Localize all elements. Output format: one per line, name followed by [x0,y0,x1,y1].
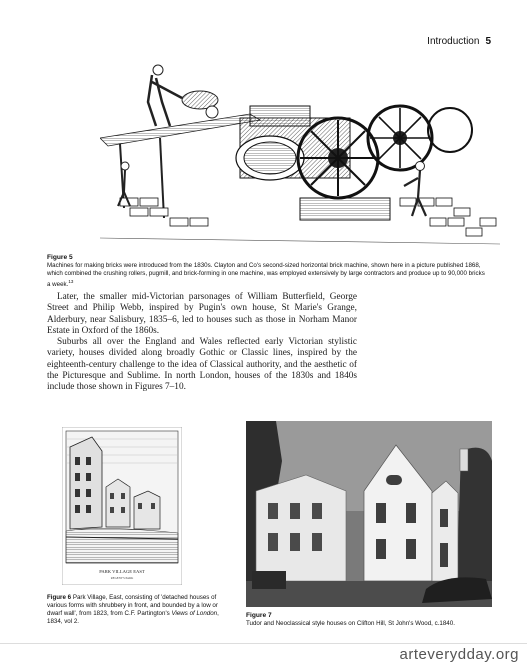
page-number: 5 [485,36,491,47]
watermark: arteverydday.org [0,643,527,666]
engraving-title: PARK VILLAGE EAST [99,569,145,574]
figure-6-caption-text: Park Village, East, consisting of 'detached houses of various forms with shrubbery in front, and bounded by a low or dwarf wall', from 1823, from C.F. Partington's [47,594,218,617]
figure-5-caption [47,254,487,289]
figure-7-caption [246,612,506,628]
paragraph: Suburbs all over the England and Wales reflected early Victorian stylistic variety, houses divided along broadly Gothic or Classic lines, inspired by the eighteenth-century challenge to the idea of Classical authority, and the aesthetic of the Picturesque and Sublime. In north London, houses of the 1830s and 1840s include those shown in Figures 7–10. [47,337,357,393]
engraving-subtitle: REGENT'S PARK [110,576,134,580]
figure-7-caption-text: Tudor and Neoclassical style houses on Clifton Hill, St John's Wood, c.1840. [246,620,455,627]
figure-6-label: Figure 6 [47,594,72,601]
section-title: Introduction [427,36,480,47]
park-village-engraving [62,427,182,585]
body-text [47,292,357,394]
figure-6-caption [47,594,227,626]
figure-6-caption-tail: , 1834, vol 2. [47,610,219,625]
paragraph: Later, the smaller mid-Victorian parsonages of William Butterfield, George Street and Philip Webb, inspired by Pugin's own house, St Marie's Grange, Alderbury, near Salisbury, 1835–6, led to houses such as those in Norham Manor Estate in Oxford of the 1860s. [47,292,357,336]
clifton-hill-houses-photo [246,421,492,607]
figure-6-caption-book-title: Views of London [171,610,218,617]
figure-5-label: Figure 5 [47,254,73,261]
running-head [427,36,491,47]
footnote-reference: 13 [68,279,74,284]
brick-machine-engraving [100,58,500,250]
figure-7-label: Figure 7 [246,612,272,619]
figure-5-caption-text: Machines for making bricks were introduced from the 1830s. Clayton and Co's second-sized horizontal brick machine, shown here in a picture published 1868, which combined the crushing rollers, pugmill, and brick-forming in one machine, was employed extensively by large contractors and produce up to 90,000 bricks a week. [47,262,485,289]
